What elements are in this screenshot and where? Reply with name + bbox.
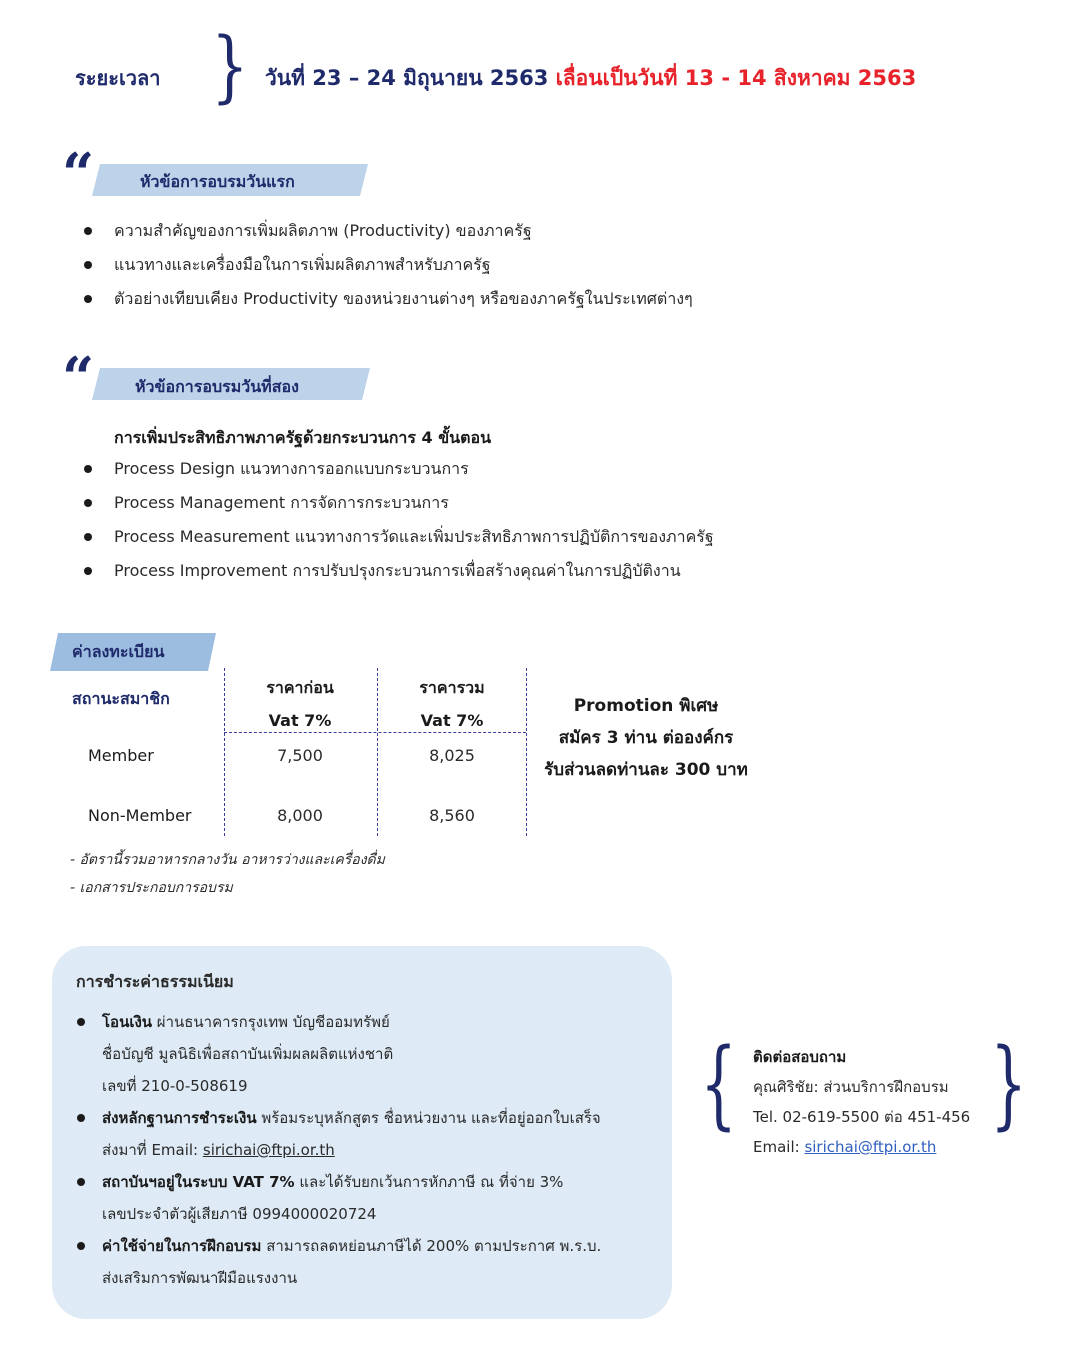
- col-before-vat-header: [240, 676, 360, 730]
- table-divider: [224, 668, 225, 836]
- header-line: ราคาก่อน: [266, 678, 334, 697]
- list-item: ตัวอย่างเทียบเคียง Productivity ของหน่วยงานต่างๆ หรือของภาครัฐในประเทศต่างๆ: [82, 282, 693, 316]
- contact-person: คุณศิริชัย: ส่วนบริการฝึกอบรม: [753, 1078, 949, 1096]
- payment-email-link[interactable]: sirichai@ftpi.or.th: [202, 1141, 335, 1159]
- list-item: Process Design แนวทางการออกแบบกระบวนการ: [82, 452, 714, 486]
- period-label: ระยะเวลา: [75, 66, 161, 90]
- payment-transfer-label: โอนเงิน: [102, 1013, 153, 1031]
- vat-label: สถาบันฯอยู่ในระบบ VAT 7%: [102, 1173, 295, 1191]
- expense-line2: ส่งเสริมการพัฒนาฝีมือแรงงาน: [102, 1269, 298, 1287]
- list-item: Process Management การจัดการกระบวนการ: [82, 486, 714, 520]
- payment-transfer-text: ผ่านธนาคารกรุงเทพ บัญชีออมทรัพย์: [152, 1013, 390, 1031]
- contact-title: ติดต่อสอบถาม: [753, 1048, 847, 1066]
- postponed-dates: เลื่อนเป็นวันที่ 13 - 14 สิงหาคม 2563: [555, 66, 917, 90]
- promotion-text: [528, 690, 764, 786]
- table-divider: [224, 732, 526, 733]
- bullet-icon: [77, 1242, 85, 1250]
- day2-subtitle: การเพิ่มประสิทธิภาพภาครัฐด้วยกระบวนการ 4 ขั้นตอน: [114, 428, 492, 447]
- list-item: แนวทางและเครื่องมือในการเพิ่มผลิตภาพสำหรับภาครัฐ: [82, 248, 693, 282]
- promo-line: สมัคร 3 ท่าน ต่อองค์กร: [558, 728, 734, 748]
- contact-email-line: [753, 1132, 970, 1162]
- vat-text: และได้รับยกเว้นการหักภาษี ณ ที่จ่าย 3%: [294, 1173, 564, 1191]
- left-brace-icon: {: [700, 1028, 737, 1140]
- email-prefix: ส่งมาที่ Email:: [102, 1141, 203, 1159]
- payment-details: [102, 1006, 601, 1294]
- header-line: Vat 7%: [268, 711, 332, 730]
- period-dates: [265, 62, 916, 95]
- bullet-icon: [77, 1178, 85, 1186]
- account-name: ชื่อบัญชี มูลนิธิเพื่อสถาบันเพิ่มผลผลิตแห่งชาติ: [102, 1045, 394, 1063]
- non-member-before-vat: 8,000: [277, 806, 323, 825]
- email-label: Email:: [753, 1138, 805, 1156]
- day2-topic-list: [82, 452, 714, 588]
- day1-title: หัวข้อการอบรมวันแรก: [140, 172, 295, 191]
- right-brace-icon: }: [990, 1028, 1027, 1140]
- payment-proof-email-line: [102, 1134, 601, 1166]
- expense-text: สามารถลดหย่อนภาษีได้ 200% ตามประกาศ พ.ร.บ.: [261, 1237, 602, 1255]
- bullet-icon: [77, 1114, 85, 1122]
- promo-line: รับส่วนลดท่านละ 300 บาท: [544, 760, 748, 780]
- table-divider: [526, 668, 527, 836]
- member-with-vat: 8,025: [429, 746, 475, 765]
- payment-proof-item: [102, 1102, 601, 1134]
- list-item: ความสำคัญของการเพิ่มผลิตภาพ (Productivity) ของภาครัฐ: [82, 214, 693, 248]
- fee-title: ค่าลงทะเบียน: [72, 642, 165, 661]
- expense-label: ค่าใช้จ่ายในการฝึกอบรม: [102, 1237, 262, 1255]
- col-with-vat-header: [392, 676, 512, 730]
- header-line: ราคารวม: [419, 678, 485, 697]
- promo-line: Promotion พิเศษ: [573, 696, 719, 716]
- row-label-non-member: Non-Member: [88, 806, 192, 825]
- quote-mark-icon: “: [62, 141, 95, 207]
- member-before-vat: 7,500: [277, 746, 323, 765]
- account-number: เลขที่ 210-0-508619: [102, 1077, 248, 1095]
- fee-note: - เอกสารประกอบการอบรม: [70, 880, 233, 896]
- day2-title: หัวข้อการอบรมวันที่สอง: [135, 377, 299, 396]
- header-line: Vat 7%: [420, 711, 484, 730]
- payment-title: การชำระค่าธรรมเนียม: [76, 972, 234, 991]
- payment-transfer-item: [102, 1006, 601, 1038]
- list-item: Process Improvement การปรับปรุงกระบวนการเพื่อสร้างคุณค่าในการปฏิบัติงาน: [82, 554, 714, 588]
- list-item: Process Measurement แนวทางการวัดและเพิ่มประสิทธิภาพการปฏิบัติการของภาครัฐ: [82, 520, 714, 554]
- contact-block: [753, 1042, 970, 1162]
- non-member-with-vat: 8,560: [429, 806, 475, 825]
- row-label-member: Member: [88, 746, 154, 765]
- tax-id: เลขประจำตัวผู้เสียภาษี 0994000020724: [102, 1205, 377, 1223]
- original-dates: วันที่ 23 – 24 มิถุนายน 2563: [265, 66, 549, 90]
- fee-note: - อัตรานี้รวมอาหารกลางวัน อาหารว่างและเครื่องดื่ม: [70, 852, 385, 868]
- status-header: สถานะสมาชิก: [72, 689, 170, 708]
- bullet-icon: [77, 1018, 85, 1026]
- day1-topic-list: [82, 214, 693, 316]
- table-divider: [377, 668, 378, 836]
- payment-proof-label: ส่งหลักฐานการชำระเงิน: [102, 1109, 257, 1127]
- vat-item: [102, 1166, 601, 1198]
- payment-proof-text: พร้อมระบุหลักสูตร ชื่อหน่วยงาน และที่อยู่ออกใบเสร็จ: [256, 1109, 601, 1127]
- contact-email-link[interactable]: sirichai@ftpi.or.th: [804, 1138, 937, 1156]
- quote-mark-icon: “: [62, 345, 95, 411]
- expense-item: [102, 1230, 601, 1262]
- right-brace-icon: }: [211, 22, 249, 112]
- contact-tel: Tel. 02-619-5500 ต่อ 451-456: [753, 1108, 971, 1126]
